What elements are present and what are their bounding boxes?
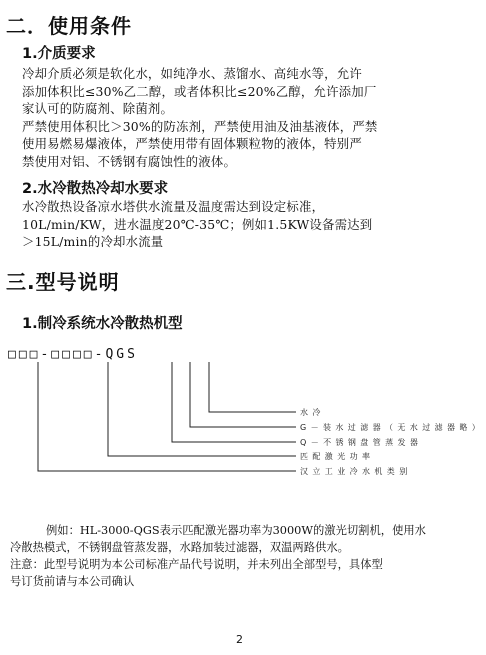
model-type-heading: 1.制冷系统水冷散热机型: [22, 316, 183, 332]
legend-water-cooling: 水冷: [300, 408, 325, 417]
cooling-water-heading: 2.水冷散热冷却水要求: [22, 181, 169, 197]
legend-evaporator: Q－不锈钢盘管蒸发器: [300, 438, 423, 447]
legend-laser-power: 匹配激光功率: [300, 452, 375, 461]
media-requirement-heading: 1.介质要求: [22, 46, 96, 62]
legend-filter: G－装水过滤器（无水过滤器略）: [300, 423, 485, 432]
text-line: 例如：HL-3000-QGS表示匹配激光器功率为3000W的激光切割机，使用水: [46, 524, 426, 537]
text-line: 冷散热模式，不锈钢盘管蒸发器，水路加装过滤器，双温两路供水。: [10, 540, 349, 554]
text-line: 注意：此型号说明为本公司标准产品代号说明，并未列出全部型号，具体型: [10, 558, 383, 571]
connector-line: [209, 362, 296, 412]
text-line: 添加体积比≤30%乙二醇，或者体积比≤20%乙醇，允许添加厂: [22, 83, 377, 99]
connector-line: [172, 362, 296, 442]
connector-line: [38, 362, 296, 471]
text-line: 10L/min/KW，进水温度20℃-35℃；例如1.5KW设备需达到: [22, 216, 373, 232]
text-line: 号订货前请与本公司确认: [10, 574, 135, 588]
section-3-title: 三.型号说明: [6, 270, 120, 294]
text-line: 使用易燃易爆液体，严禁使用带有固体颗粒物的液体，特别严: [22, 136, 362, 152]
connector-line: [190, 362, 296, 427]
note-text: [10, 557, 383, 590]
model-code-diagram: [0, 340, 486, 490]
page-number: 2: [236, 633, 243, 646]
text-line: 禁使用对铝、不锈钢有腐蚀性的液体。: [22, 153, 237, 169]
example-text: [10, 523, 426, 556]
model-code: □□□-□□□□-QGS: [8, 347, 138, 362]
text-line: 水冷散热设备凉水塔供水流量及温度需达到设定标准，: [22, 199, 325, 214]
text-line: 冷却介质必须是软化水，如纯净水、蒸馏水、高纯水等，允许: [22, 66, 362, 81]
section-2-title: 二．使用条件: [6, 14, 132, 38]
media-requirement-text: [22, 65, 378, 171]
text-line: 家认可的防腐剂、除菌剂。: [22, 101, 174, 117]
text-line: 严禁使用体积比＞30%的防冻剂，严禁使用油及油基液体，严禁: [22, 118, 378, 134]
legend-chiller-category: 汉立工业冷水机类别: [300, 467, 412, 476]
cooling-water-text: [22, 198, 372, 251]
text-line: ＞15L/min的冷却水流量: [22, 234, 164, 250]
